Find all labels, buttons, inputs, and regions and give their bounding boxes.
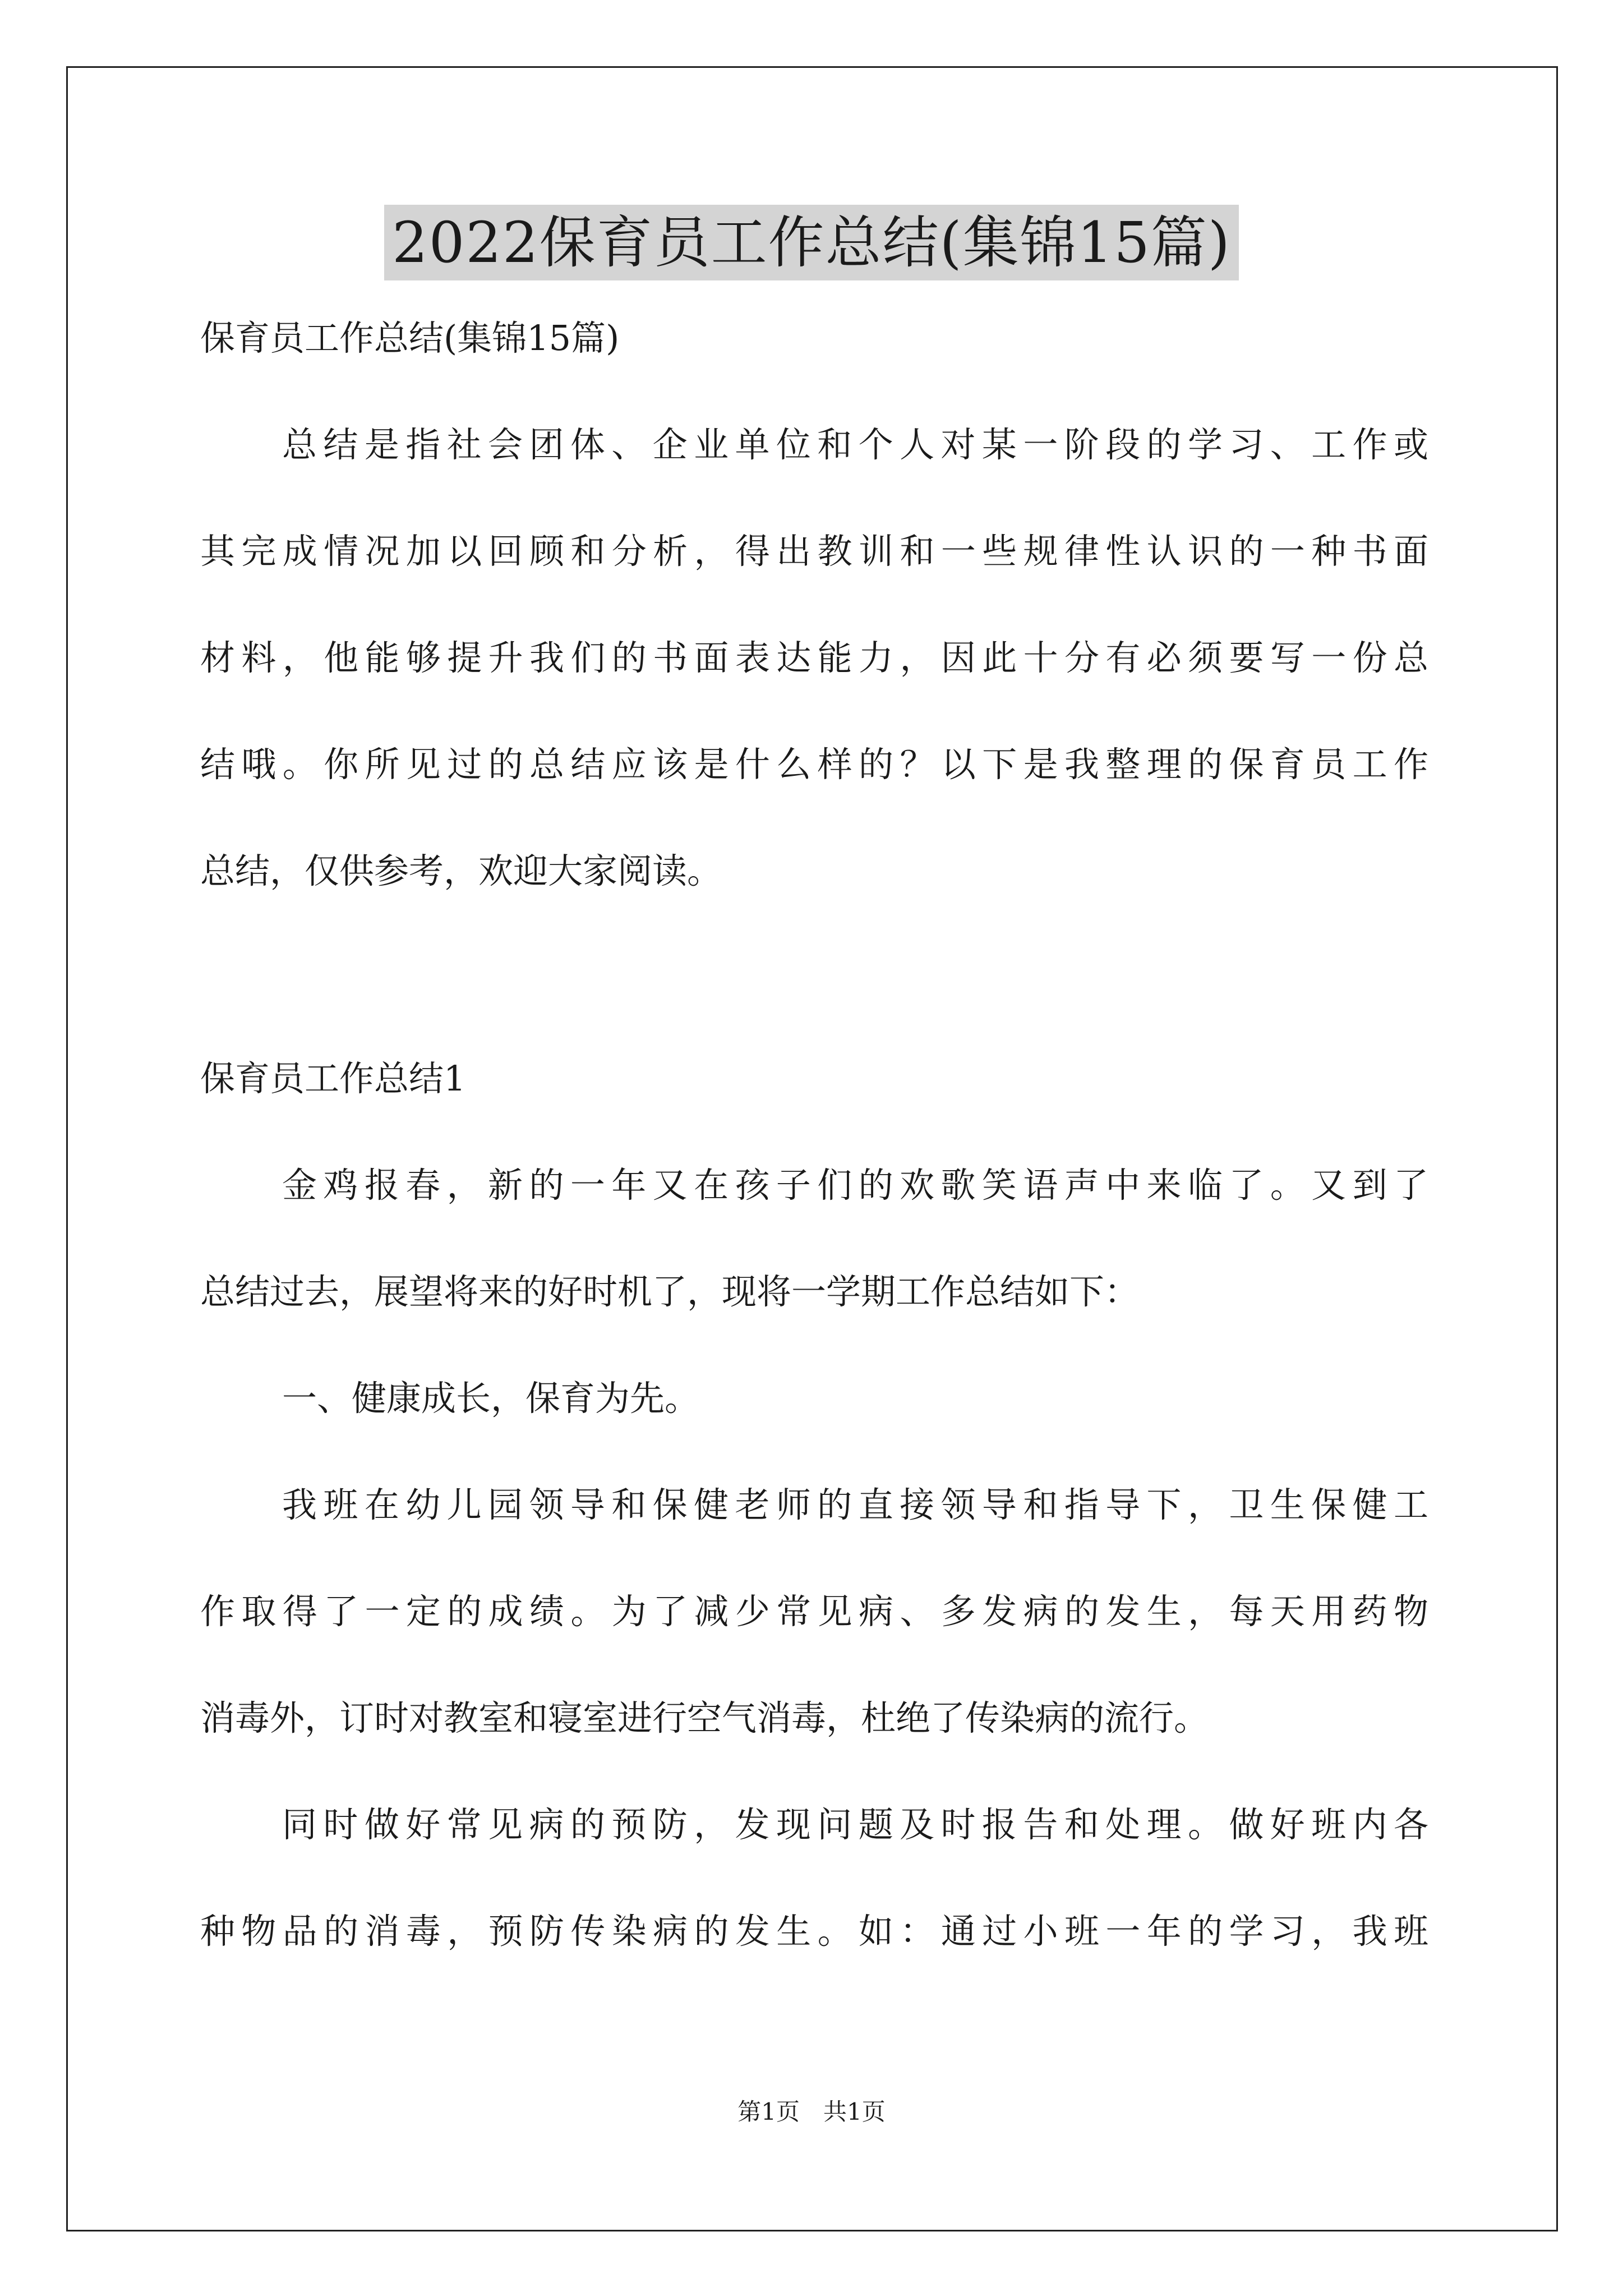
paragraph-line: 总结，仅供参考，欢迎大家阅读。 bbox=[200, 850, 722, 891]
paragraph-line: 我班在幼儿园领导和保健老师的直接领导和指导下，卫生保健工 bbox=[282, 1484, 1428, 1525]
title-container bbox=[0, 205, 1623, 280]
document-title: 2022保育员工作总结(集锦15篇) bbox=[384, 205, 1239, 280]
section-spacer bbox=[200, 951, 1428, 1052]
paragraph-line: 金鸡报春，新的一年又在孩子们的欢歌笑语声中来临了。又到了 bbox=[282, 1165, 1428, 1205]
paragraph-line: 结哦。你所见过的总结应该是什么样的？以下是我整理的保育员工作 bbox=[200, 744, 1428, 785]
paragraph-line: 作取得了一定的成绩。为了减少常见病、多发病的发生，每天用药物 bbox=[200, 1591, 1428, 1632]
page-footer: 第1页 共1页 bbox=[737, 2098, 886, 2125]
paragraph-line: 材料，他能够提升我们的书面表达能力，因此十分有必须要写一份总 bbox=[200, 637, 1428, 678]
section-heading: 保育员工作总结1 bbox=[200, 1058, 466, 1099]
paragraph-line: 其完成情况加以回顾和分析，得出教训和一些规律性认识的一种书面 bbox=[200, 531, 1428, 572]
paragraph-line: 消毒外，订时对教室和寝室进行空气消毒，杜绝了传染病的流行。 bbox=[200, 1697, 1209, 1738]
document-body bbox=[200, 311, 1428, 2011]
paragraph-line: 总结是指社会团体、企业单位和个人对某一阶段的学习、工作或 bbox=[282, 424, 1428, 465]
paragraph-line: 同时做好常见病的预防，发现问题及时报告和处理。做好班内各 bbox=[282, 1804, 1428, 1845]
document-subtitle: 保育员工作总结(集锦15篇) bbox=[200, 318, 620, 358]
paragraph-line: 总结过去，展望将来的好时机了，现将一学期工作总结如下： bbox=[200, 1271, 1140, 1312]
subsection-heading: 一、健康成长，保育为先。 bbox=[282, 1378, 700, 1419]
paragraph-line: 种物品的消毒，预防传染病的发生。如：通过小班一年的学习，我班 bbox=[200, 1911, 1428, 1952]
